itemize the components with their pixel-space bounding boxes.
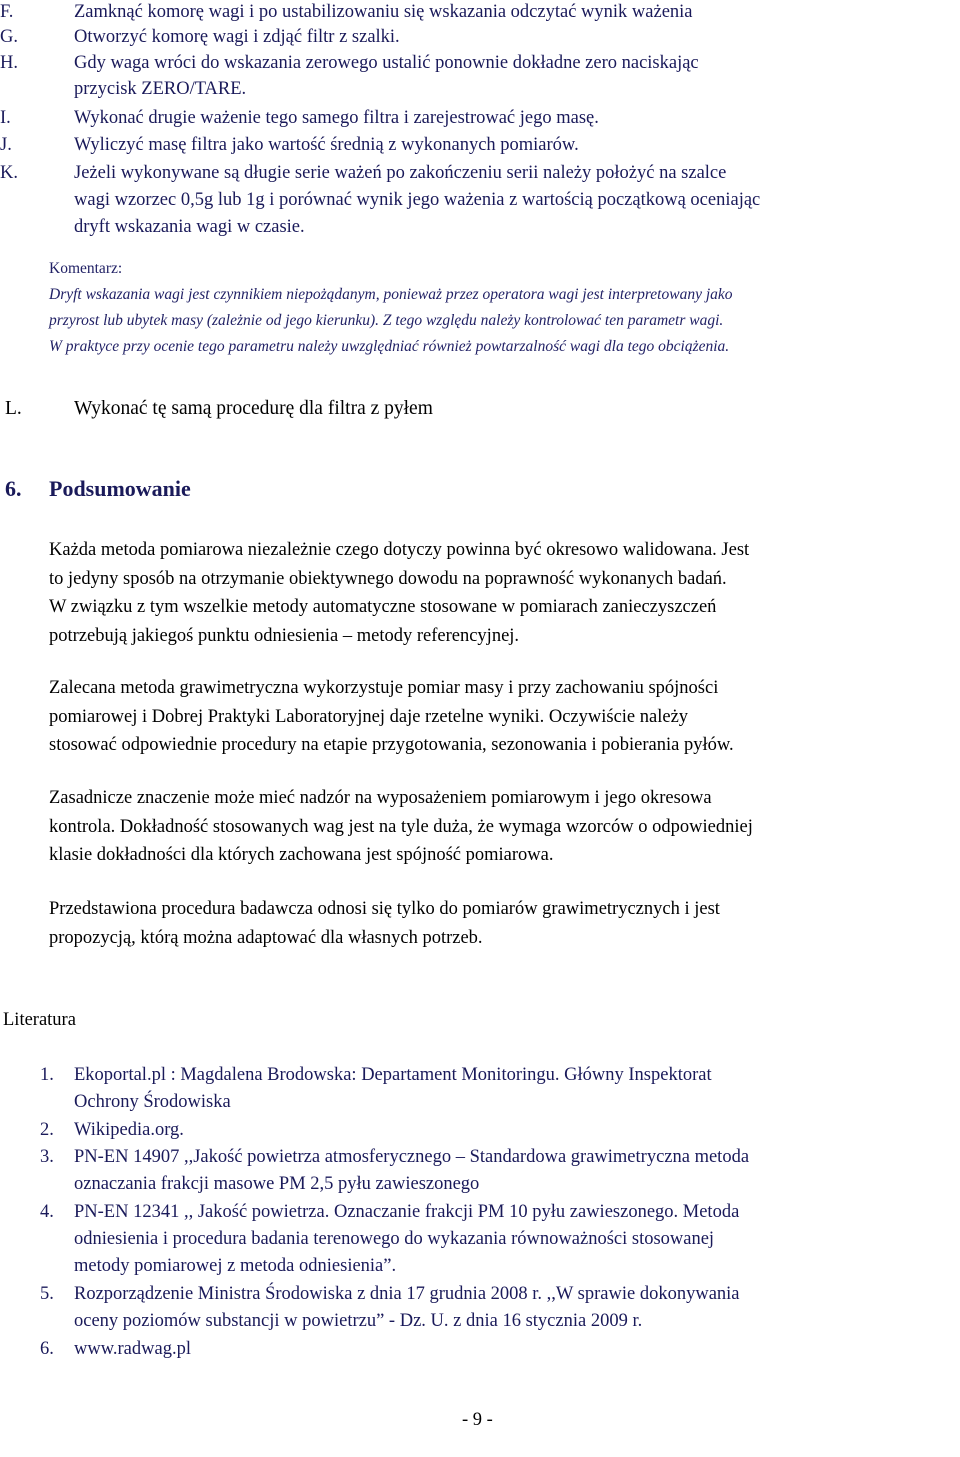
step-j	[0, 132, 960, 158]
literature-text: Ekoportal.pl : Magdalena Brodowska: Departament Monitoringu. Główny Inspektorat	[74, 1065, 712, 1085]
paragraph	[49, 674, 734, 760]
step-mark: H.	[0, 53, 18, 73]
step-g	[0, 24, 960, 50]
literature-text: Ochrony Środowiska	[74, 1092, 231, 1112]
paragraph	[49, 784, 753, 870]
literature-item	[0, 1062, 960, 1117]
step-mark: F.	[0, 2, 14, 22]
paragraph-line: kontrola. Dokładność stosowanych wag jest na tyle duża, że wymaga wzorców o odpowiedniej	[49, 816, 753, 837]
literature-text: oznaczania frakcji masowe PM 2,5 pyłu zawieszonego	[74, 1174, 480, 1194]
literature-item	[0, 1281, 960, 1336]
comment-line: przyrost lub ubytek masy (zależnie od jego kierunku). Z tego względu należy kontrolować ten parametr wagi.	[49, 312, 724, 329]
step-k	[0, 160, 960, 240]
literature-title: Literatura	[3, 1010, 76, 1030]
paragraph-line: Każda metoda pomiarowa niezależnie czego dotyczy powinna być okresowo walidowana. Jest	[49, 540, 750, 560]
step-h	[0, 50, 960, 102]
literature-item	[0, 1144, 960, 1199]
paragraph-line: propozycją, którą można adaptować dla własnych potrzeb.	[49, 927, 483, 948]
literature-number: 2.	[40, 1120, 54, 1140]
literature-text: odniesienia i procedura badania terenowego do wykazania równoważności stosowanej	[74, 1229, 715, 1249]
comment-block	[49, 256, 733, 360]
step-text: Wykonać drugie ważenie tego samego filtra i zarejestrować jego masę.	[74, 108, 599, 128]
step-mark: G.	[0, 27, 18, 47]
literature-number: 4.	[40, 1202, 54, 1222]
step-text: Jeżeli wykonywane są długie serie ważeń po zakończeniu serii należy położyć na szalce	[74, 163, 727, 183]
step-mark: L.	[5, 398, 22, 419]
section-title: Podsumowanie	[49, 476, 191, 501]
literature-number: 1.	[40, 1065, 54, 1085]
literature-text: PN-EN 12341 ,, Jakość powietrza. Oznaczanie frakcji PM 10 pyłu zawieszonego. Metoda	[74, 1202, 740, 1222]
paragraph	[49, 536, 749, 650]
step-text: Otworzyć komorę wagi i zdjąć filtr z szalki.	[74, 27, 400, 47]
literature-text: Wikipedia.org.	[74, 1120, 184, 1140]
literature-text: metody pomiarowej z metoda odniesienia”.	[74, 1256, 397, 1276]
page-number: - 9 -	[462, 1410, 493, 1430]
paragraph-line: stosować odpowiednie procedury na etapie przygotowania, sezonowania i pobierania pyłów.	[49, 735, 734, 755]
step-text: Zamknąć komorę wagi i po ustabilizowaniu się wskazania odczytać wynik ważenia	[74, 2, 693, 22]
step-text: Wyliczyć masę filtra jako wartość średnią z wykonanych pomiarów.	[74, 135, 579, 155]
step-i	[0, 105, 960, 131]
step-l	[0, 396, 960, 424]
literature-item	[0, 1199, 960, 1281]
literature-item	[0, 1336, 960, 1364]
step-mark: J.	[0, 135, 12, 155]
step-text: dryft wskazania wagi w czasie.	[74, 217, 305, 237]
paragraph-line: W związku z tym wszelkie metody automatyczne stosowane w pomiarach zanieczyszczeń	[49, 597, 717, 617]
paragraph-line: klasie dokładności dla których zachowana jest spójność pomiarowa.	[49, 845, 554, 865]
paragraph-line: Zalecana metoda grawimetryczna wykorzystuje pomiar masy i przy zachowaniu spójności	[49, 678, 719, 698]
comment-label: Komentarz:	[49, 260, 123, 277]
literature-text: oceny poziomów substancji w powietrzu” - Dz. U. z dnia 16 stycznia 2009 r.	[74, 1311, 643, 1331]
step-text: przycisk ZERO/TARE.	[74, 79, 247, 99]
literature-text: PN-EN 14907 ,,Jakość powietrza atmosferycznego – Standardowa grawimetryczna metoda	[74, 1147, 750, 1167]
literature-item	[0, 1117, 960, 1145]
literature-number: 3.	[40, 1147, 54, 1167]
step-text: Wykonać tę samą procedurę dla filtra z pyłem	[74, 398, 433, 419]
paragraph-line: Zasadnicze znaczenie może mieć nadzór na wyposażeniem pomiarowym i jego okresowa	[49, 788, 712, 808]
comment-line: W praktyce przy ocenie tego parametru należy uwzględniać również powtarzalność wagi dla tego obciążenia.	[49, 338, 730, 355]
paragraph	[49, 895, 720, 952]
paragraph-line: to jedyny sposób na otrzymanie obiektywnego dowodu na poprawność wykonanych badań.	[49, 568, 727, 589]
step-text: Gdy waga wróci do wskazania zerowego ustalić ponownie dokładne zero naciskając	[74, 53, 699, 73]
literature-text: Rozporządzenie Ministra Środowiska z dnia 17 grudnia 2008 r. ,,W sprawie dokonywania	[74, 1284, 740, 1304]
literature-link[interactable]: www.radwag.pl	[74, 1339, 191, 1359]
step-text: wagi wzorzec 0,5g lub 1g i porównać wynik jego ważenia z wartością początkową oceniając	[74, 190, 761, 210]
literature-number: 6.	[40, 1339, 54, 1359]
paragraph-line: Przedstawiona procedura badawcza odnosi się tylko do pomiarów grawimetrycznych i jest	[49, 899, 720, 919]
literature-number: 5.	[40, 1284, 54, 1304]
step-mark: K.	[0, 163, 18, 183]
step-mark: I.	[0, 108, 11, 128]
paragraph-line: potrzebują jakiegoś punktu odniesienia – metody referencyjnej.	[49, 625, 520, 646]
step-f	[0, 0, 960, 25]
paragraph-line: pomiarowej i Dobrej Praktyki Laboratoryjnej daje rzetelne wyniki. Oczywiście należy	[49, 706, 689, 727]
section-number: 6.	[5, 476, 22, 501]
comment-line: Dryft wskazania wagi jest czynnikiem niepożądanym, ponieważ przez operatora wagi jest interpretowany jako	[49, 286, 733, 303]
